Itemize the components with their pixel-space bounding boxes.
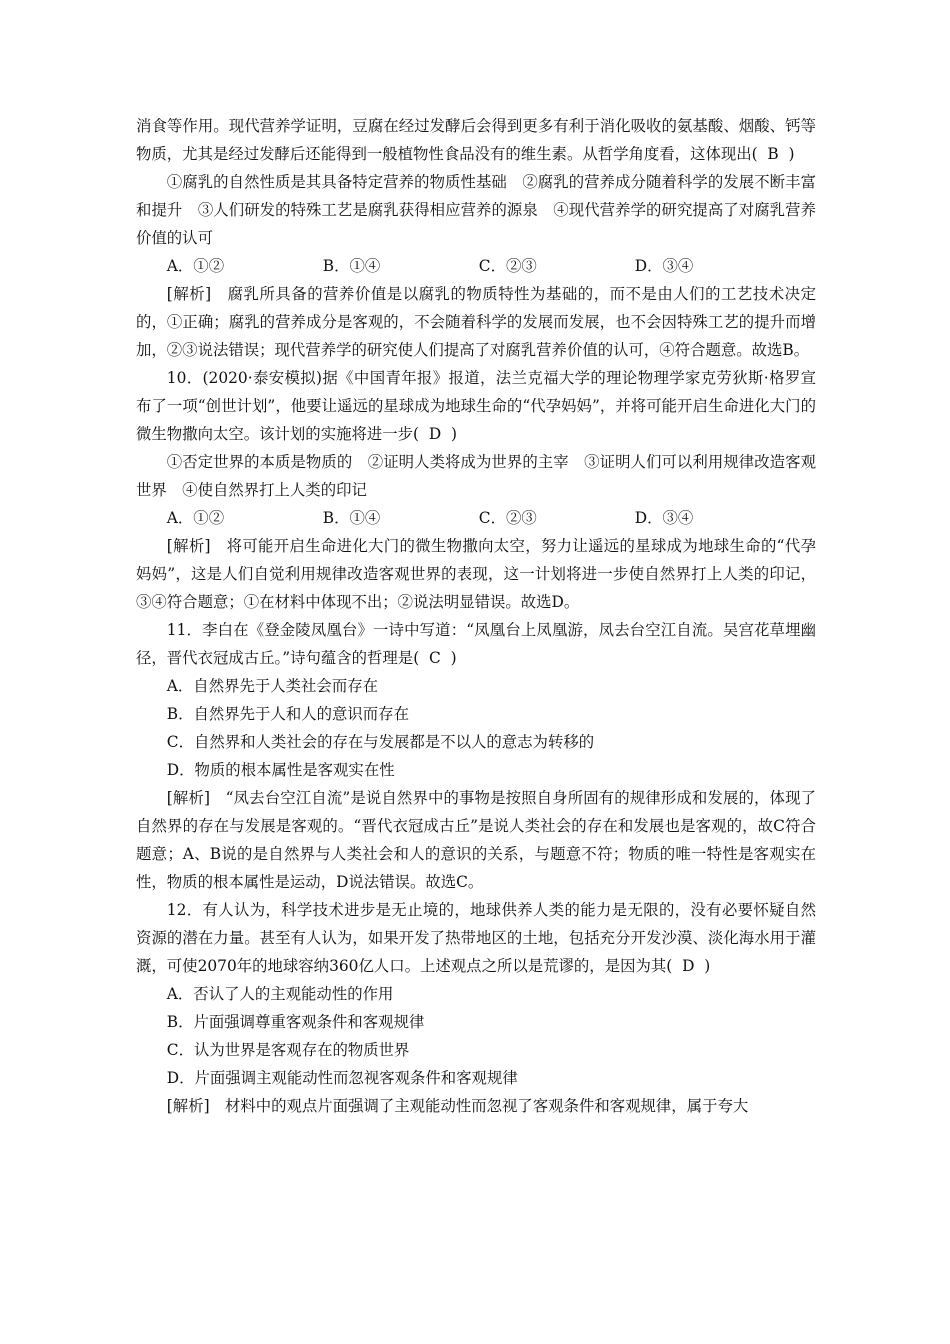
q9-close-paren: ) (788, 145, 795, 163)
q9-statements: ①腐乳的自然性质是其具备特定营养的物质性基础 ②腐乳的营养成分随着科学的发展不断丰富和提升 ③人们研发的特殊工艺是腐乳获得相应营养的源泉 ④现代营养学的研究提高了对腐乳营养价值的认可 (136, 173, 816, 247)
q12-option-b: B．片面强调尊重客观条件和客观规律 (166, 1013, 425, 1031)
document-page (136, 112, 816, 1120)
q10-analysis: [解析] 将可能开启生命进化大门的微生物撒向太空，努力让遥远的星球成为地球生命的“代孕妈妈”，这是人们自觉利用规律改造客观世界的表现，这一计划将进一步使自然界打上人类的印记，③④符合题意；①在材料中体现不出；②说法明显错误。故选D。 (136, 537, 816, 611)
q10-close-paren: ) (450, 425, 457, 443)
q9-stem (136, 112, 816, 168)
q11-option-b: B．自然界先于人和人的意识而存在 (166, 705, 409, 723)
q11-option-d: D．物质的根本属性是客观实在性 (166, 761, 395, 779)
q9-options (136, 252, 816, 280)
q10-statements: ①否定世界的本质是物质的 ②证明人类将成为世界的主宰 ③证明人们可以利用规律改造客观世界 ④使自然界打上人类的印记 (136, 453, 816, 499)
q11-option-c: C．自然界和人类社会的存在与发展都是不以人的意志为转移的 (166, 733, 595, 751)
q10-stem (136, 364, 816, 448)
q12-answer: D (672, 957, 705, 975)
q11-stem-text: 11．李白在《登金陵凤凰台》一诗中写道：“凤凰台上凤凰游，凤去台空江自流。吴宫花草埋幽径，晋代衣冠成古丘。”诗句蕴含的哲理是( (136, 621, 816, 667)
q11-stem (136, 616, 816, 672)
q10-answer: D (419, 425, 451, 443)
q11-analysis: [解析] “凤去台空江自流”是说自然界中的事物是按照自身所固有的规律形成和发展的，体现了自然界的存在与发展是客观的。“晋代衣冠成古丘”是说人类社会的存在和发展也是客观的，故C符合题意；A、B说的是自然界与人类社会和人的意识的关系，与题意不符；物质的唯一特性是客观实在性，物质的根本属性是运动，D说法错误。故选C。 (136, 789, 816, 891)
q9-option-b: B．①④ (322, 257, 381, 275)
q12-option-a: A．否认了人的主观能动性的作用 (166, 985, 394, 1003)
q12-option-c: C．认为世界是客观存在的物质世界 (166, 1041, 410, 1059)
q11-option-a: A．自然界先于人类社会而存在 (166, 677, 378, 695)
q12-stem-text: 12．有人认为，科学技术进步是无止境的，地球供养人类的能力是无限的，没有必要怀疑自然资源的潜在力量。甚至有人认为，如果开发了热带地区的土地，包括充分开发沙漠、淡化海水用于灌溉，可使2070年的地球容纳360亿人口。上述观点之所以是荒谬的，是因为其( (136, 901, 816, 975)
q12-option-d: D．片面强调主观能动性而忽视客观条件和客观规律 (166, 1069, 518, 1087)
q12-analysis: [解析] 材料中的观点片面强调了主观能动性而忽视了客观条件和客观规律，属于夸大 (166, 1097, 749, 1115)
q12-close-paren: ) (704, 957, 711, 975)
q9-option-a: A．①② (166, 257, 225, 275)
q10-option-b: B．①④ (322, 509, 381, 527)
q10-option-d: D．③④ (634, 509, 694, 527)
q9-stem-text: 消食等作用。现代营养学证明，豆腐在经过发酵后会得到更多有利于消化吸收的氨基酸、烟酸、钙等物质，尤其是经过发酵后还能得到一般植物性食品没有的维生素。从哲学角度看，这体现出( (136, 117, 816, 163)
q9-answer: B (757, 145, 789, 163)
q9-analysis: [解析] 腐乳所具备的营养价值是以腐乳的物质特性为基础的，而不是由人们的工艺技术决定的，①正确；腐乳的营养成分是客观的，不会随着科学的发展而发展，也不会因特殊工艺的提升而增加，②③说法错误；现代营养学的研究使人们提高了对腐乳营养价值的认可，④符合题意。故选B。 (136, 285, 816, 359)
q9-option-d: D．③④ (634, 257, 694, 275)
q10-option-a: A．①② (166, 509, 225, 527)
q10-options (136, 504, 816, 532)
q11-answer: C (419, 649, 451, 667)
q12-stem (136, 896, 816, 980)
q10-option-c: C．②③ (478, 509, 537, 527)
q10-stem-text: 10．(2020·泰安模拟)据《中国青年报》报道，法兰克福大学的理论物理学家克劳狄斯·格罗宣布了一项“创世计划”，他要让遥远的星球成为地球生命的“代孕妈妈”，并将可能开启生命进化大门的微生物撒向太空。该计划的实施将进一步( (136, 369, 816, 443)
q11-close-paren: ) (450, 649, 457, 667)
q9-option-c: C．②③ (478, 257, 537, 275)
